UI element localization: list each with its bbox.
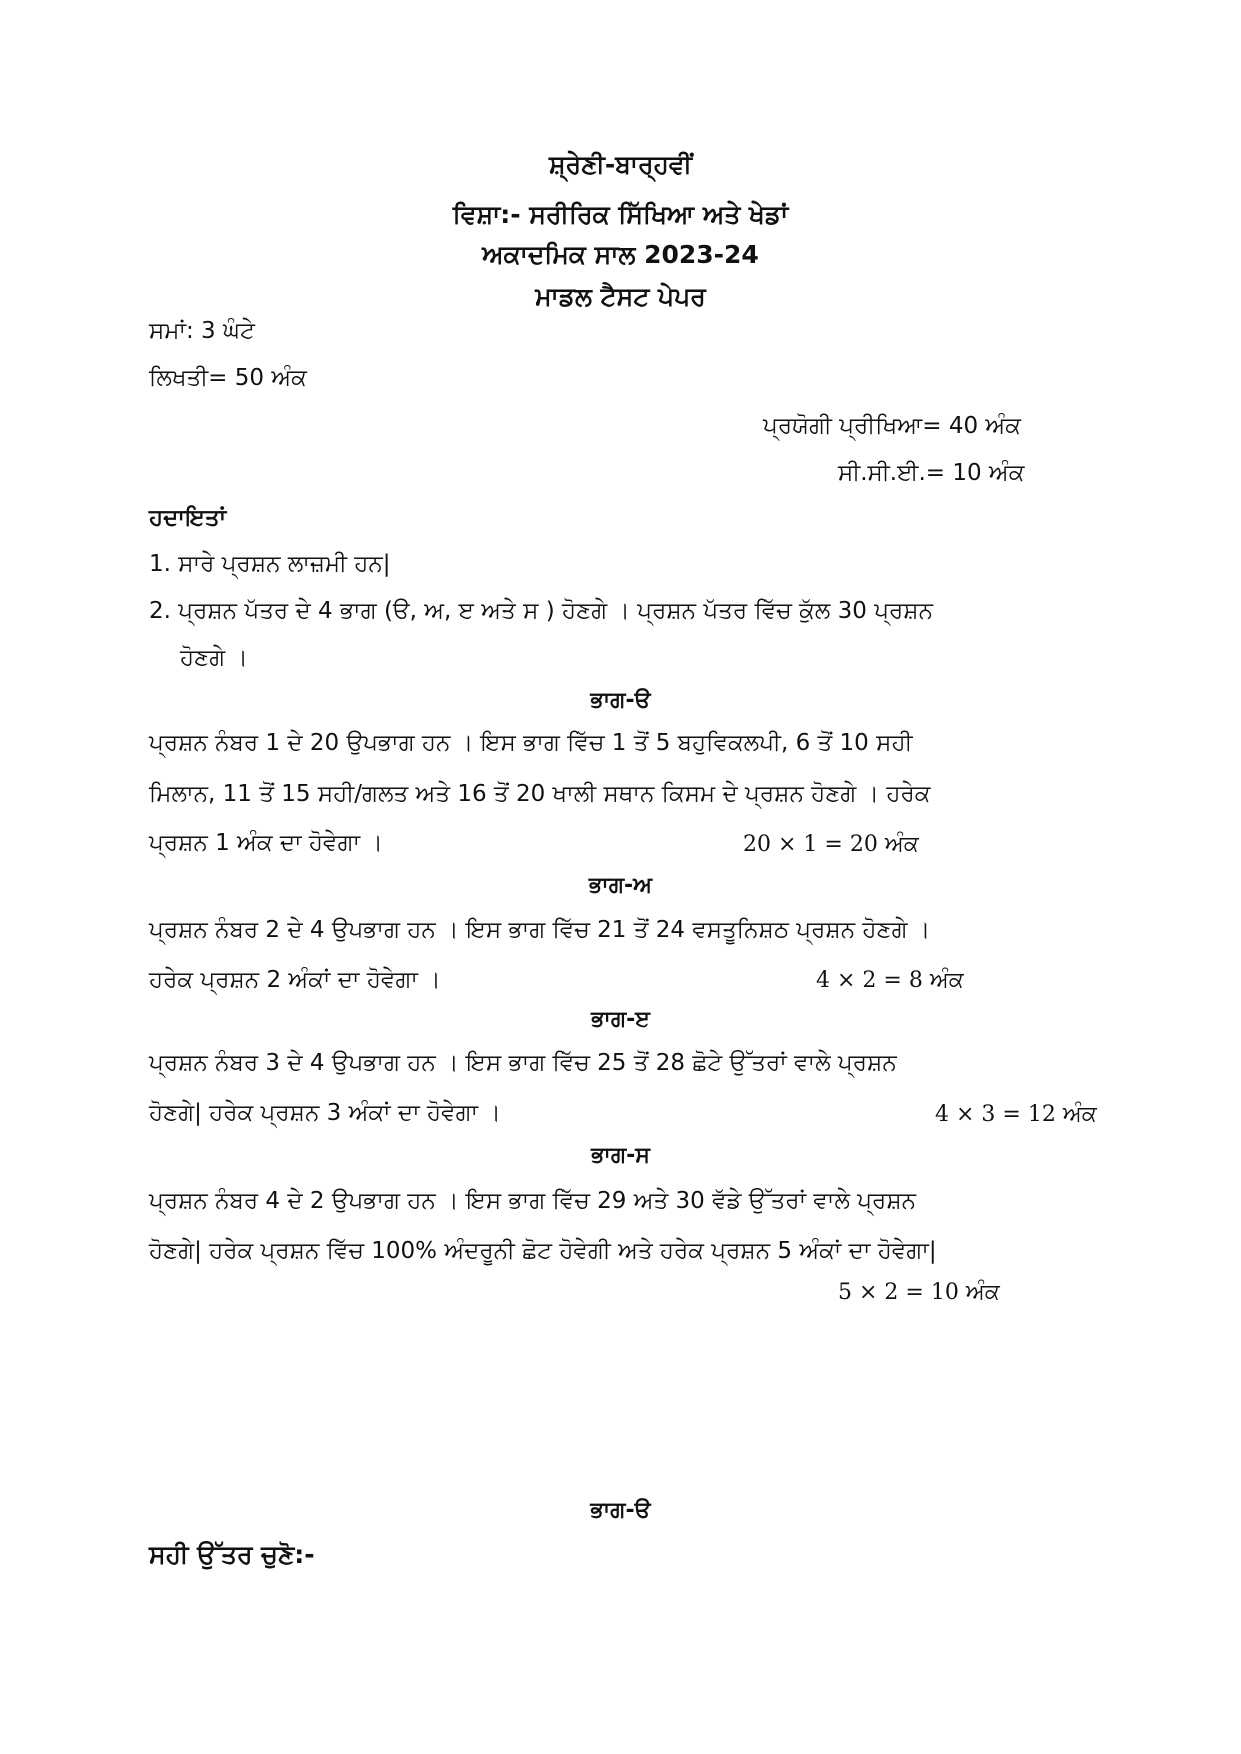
section-d-marks: 5 × 2 = 10 ਅੰਕ [838,1280,1000,1305]
section-c-line-2: ਹੋਣਗੇ| ਹਰੇਕ ਪ੍ਰਸ਼ਨ 3 ਅੰਕਾਂ ਦਾ ਹੋਵੇਗਾ । [149,1100,501,1126]
section-d-line-1: ਪ੍ਰਸ਼ਨ ਨੰਬਰ 4 ਦੇ 2 ਉਪਭਾਗ ਹਨ । ਇਸ ਭਾਗ ਵਿੱਚ 29 ਅਤੇ 30 ਵੱਡੇ ਉੱਤਰਾਂ ਵਾਲੇ ਪ੍ਰਸ਼ਨ [149,1188,917,1214]
section-d-line-2: ਹੋਣਗੇ| ਹਰੇਕ ਪ੍ਰਸ਼ਨ ਵਿੱਚ 100% ਅੰਦਰੂਨੀ ਛੋਟ ਹੋਵੇਗੀ ਅਤੇ ਹਰੇਕ ਪ੍ਰਸ਼ਨ 5 ਅੰਕਾਂ ਦਾ ਹੋਵੇਗਾ| [149,1238,937,1264]
practical-marks: ਪ੍ਰਯੋਗੀ ਪ੍ਰੀਖਿਆ= 40 ਅੰਕ [763,413,1021,439]
section-b-line-1: ਪ੍ਰਸ਼ਨ ਨੰਬਰ 2 ਦੇ 4 ਉਪਭਾਗ ਹਨ । ਇਸ ਭਾਗ ਵਿੱਚ 21 ਤੋਂ 24 ਵਸਤੂਨਿਸ਼ਠ ਪ੍ਰਸ਼ਨ ਹੋਣਗੇ । [149,917,931,943]
paper-heading: ਮਾਡਲ ਟੈਸਟ ਪੇਪਰ [535,282,706,311]
section-title-d: ਭਾਗ-ਸ [591,1143,650,1168]
year-heading: ਅਕਾਦਮਿਕ ਸਾਲ 2023-24 [482,240,759,269]
instruction-item-2-cont: ਹੋਣਗੇ । [180,645,248,671]
section-a-line-3: ਪ੍ਰਸ਼ਨ 1 ਅੰਕ ਦਾ ਹੋਵੇਗਾ । [149,830,383,856]
time-label: ਸਮਾਂ: 3 ਘੰਟੇ [149,318,255,344]
section-c-marks: 4 × 3 = 12 ਅੰਕ [935,1102,1097,1127]
section-b-line-2: ਹਰੇਕ ਪ੍ਰਸ਼ਨ 2 ਅੰਕਾਂ ਦਾ ਹੋਵੇਗਾ । [149,967,441,993]
section-a-line-2: ਮਿਲਾਨ, 11 ਤੋਂ 15 ਸਹੀ/ਗਲਤ ਅਤੇ 16 ਤੋਂ 20 ਖਾਲੀ ਸਥਾਨ ਕਿਸਮ ਦੇ ਪ੍ਰਸ਼ਨ ਹੋਣਗੇ । ਹਰੇਕ [149,781,931,807]
cce-marks: ਸੀ.ਸੀ.ਈ.= 10 ਅੰਕ [838,460,1025,486]
instruction-item-2: 2. ਪ੍ਰਸ਼ਨ ਪੱਤਰ ਦੇ 4 ਭਾਗ (ੳ, ਅ, ੲ ਅਤੇ ਸ ) ਹੋਣਗੇ । ਪ੍ਰਸ਼ਨ ਪੱਤਰ ਵਿੱਚ ਕੁੱਲ 30 ਪ੍ਰਸ਼ਨ [149,598,933,624]
instruction-item-1: 1. ਸਾਰੇ ਪ੍ਰਸ਼ਨ ਲਾਜ਼ਮੀ ਹਨ| [149,551,391,577]
section-b-marks: 4 × 2 = 8 ਅੰਕ [816,968,964,993]
written-marks: ਲਿਖਤੀ= 50 ਅੰਕ [149,365,307,391]
section-title-a: ਭਾਗ-ੳ [590,688,651,713]
section-title-c: ਭਾਗ-ੲ [591,1007,650,1032]
part-a-title: ਭਾਗ-ੳ [590,1498,651,1523]
subject-heading: ਵਿਸ਼ਾ:- ਸਰੀਰਿਕ ਸਿੱਖਿਆ ਅਤੇ ਖੇਡਾਂ [452,200,789,229]
class-heading: ਸ਼੍ਰੇਣੀ-ਬਾਰ੍ਹਵੀਂ [548,150,693,179]
section-title-b: ਭਾਗ-ਅ [588,873,653,898]
section-c-line-1: ਪ੍ਰਸ਼ਨ ਨੰਬਰ 3 ਦੇ 4 ਉਪਭਾਗ ਹਨ । ਇਸ ਭਾਗ ਵਿੱਚ 25 ਤੋਂ 28 ਛੋਟੇ ਉੱਤਰਾਂ ਵਾਲੇ ਪ੍ਰਸ਼ਨ [149,1050,897,1076]
section-a-marks: 20 × 1 = 20 ਅੰਕ [743,832,919,857]
section-a-line-1: ਪ੍ਰਸ਼ਨ ਨੰਬਰ 1 ਦੇ 20 ਉਪਭਾਗ ਹਨ । ਇਸ ਭਾਗ ਵਿੱਚ 1 ਤੋਂ 5 ਬਹੁਵਿਕਲਪੀ, 6 ਤੋਂ 10 ਸਹੀ [149,730,913,756]
part-a-instruction: ਸਹੀ ਉੱਤਰ ਚੁਣੋ:- [149,1540,315,1569]
instructions-heading: ਹਦਾਇਤਾਂ [149,505,227,531]
